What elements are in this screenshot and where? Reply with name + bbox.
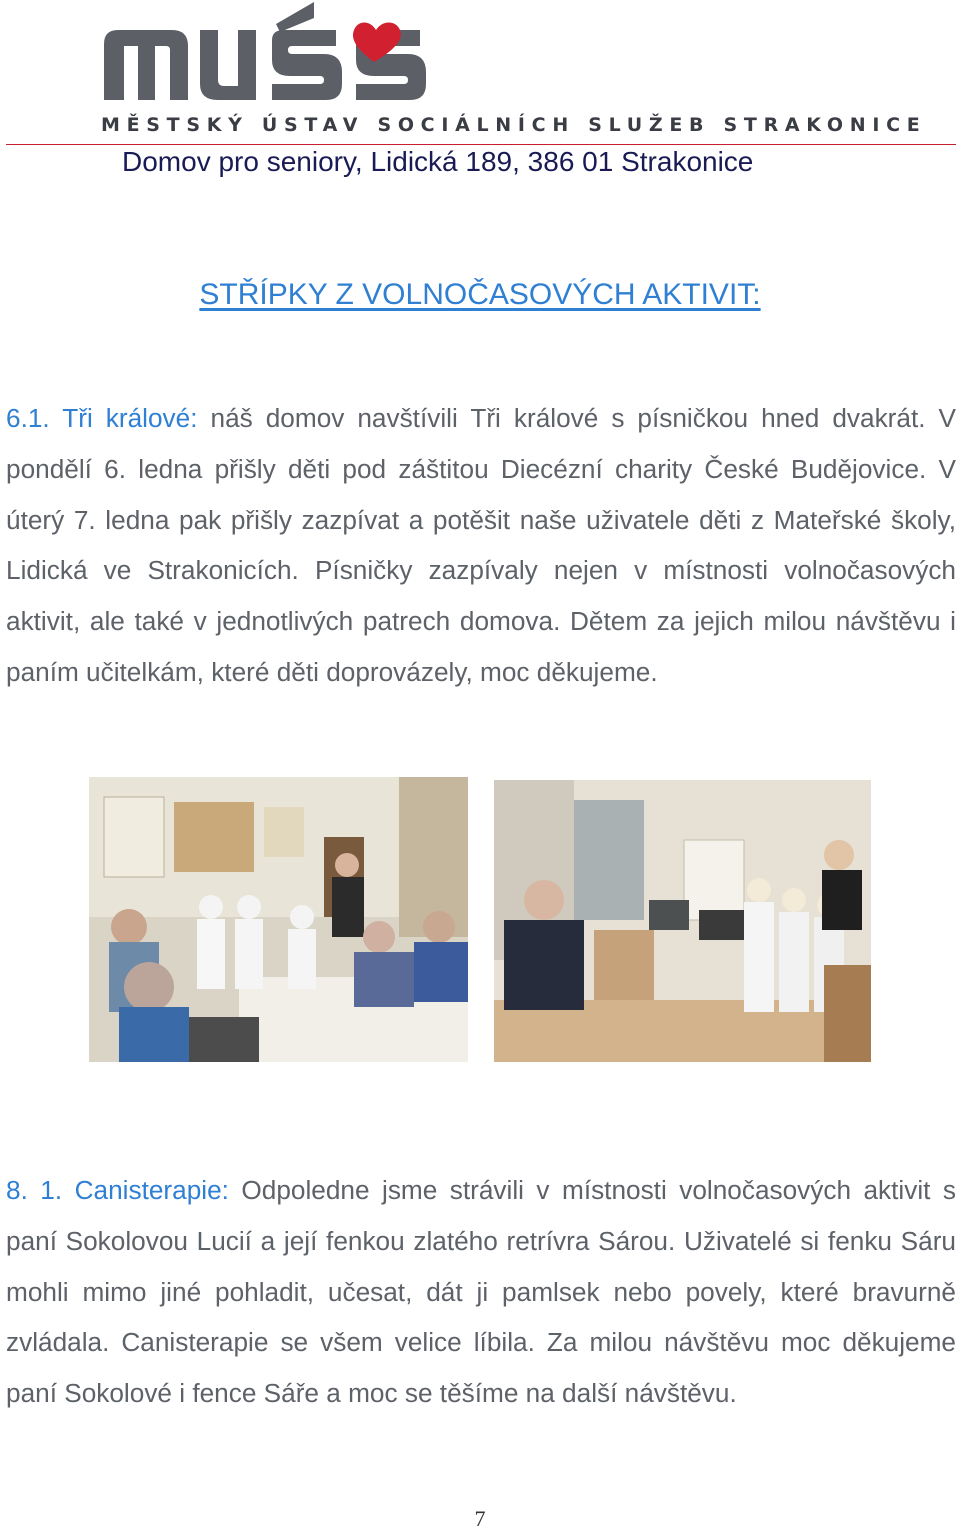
page-heading: STŘÍPKY Z VOLNOČASOVÝCH AKTIVIT: <box>199 278 761 311</box>
section-label: 8. 1. Canisterapie: <box>6 1175 229 1205</box>
organization-logo <box>100 0 440 108</box>
page-number: 7 <box>474 1506 486 1531</box>
section-canistherapy <box>6 1165 956 1419</box>
section-text: náš domov navštívili Tři králové s písničkou hned dvakrát. V pondělí 6. ledna přišly děti pod záštitou Diecézní charity České Budějovice. V úterý 7. ledna pak přišly zazpívat a potěšit naše uživatele děti z Mateřské školy, Lidická ve Strakonicích. Písničky zazpívaly nejen v místnosti volnočasových aktivit, ale také v jednotlivých patrech domova. Dětem za jejich milou návštěvu i paním učitelkám, které děti doprovázely, moc děkujeme. <box>6 403 956 687</box>
section-text: Odpoledne jsme strávili v místnosti volnočasových aktivit s paní Sokolovou Lucií a její fenkou zlatého retrívra Sárou. Uživatelé si fenku Sáru mohli mimo jiné pohladit, učesat, dát ji pamlsek nebo povely, které bravurně zvládala. Canisterapie se všem velice líbila. Za milou návštěvu moc děkujeme paní Sokolové i fence Sáře a moc se těšíme na další návštěvu. <box>6 1175 956 1409</box>
section-three-kings <box>6 393 956 698</box>
photo-three-kings-activity-room <box>89 777 468 1062</box>
address-line: Domov pro seniory, Lidická 189, 386 01 Strakonice <box>122 146 754 177</box>
section-label: 6.1. Tři králové: <box>6 403 198 433</box>
organization-name: MĚSTSKÝ ÚSTAV SOCIÁLNÍCH SLUŽEB STRAKONICE <box>101 114 927 136</box>
header-divider <box>6 144 956 145</box>
photo-three-kings-room-visit <box>494 780 871 1062</box>
